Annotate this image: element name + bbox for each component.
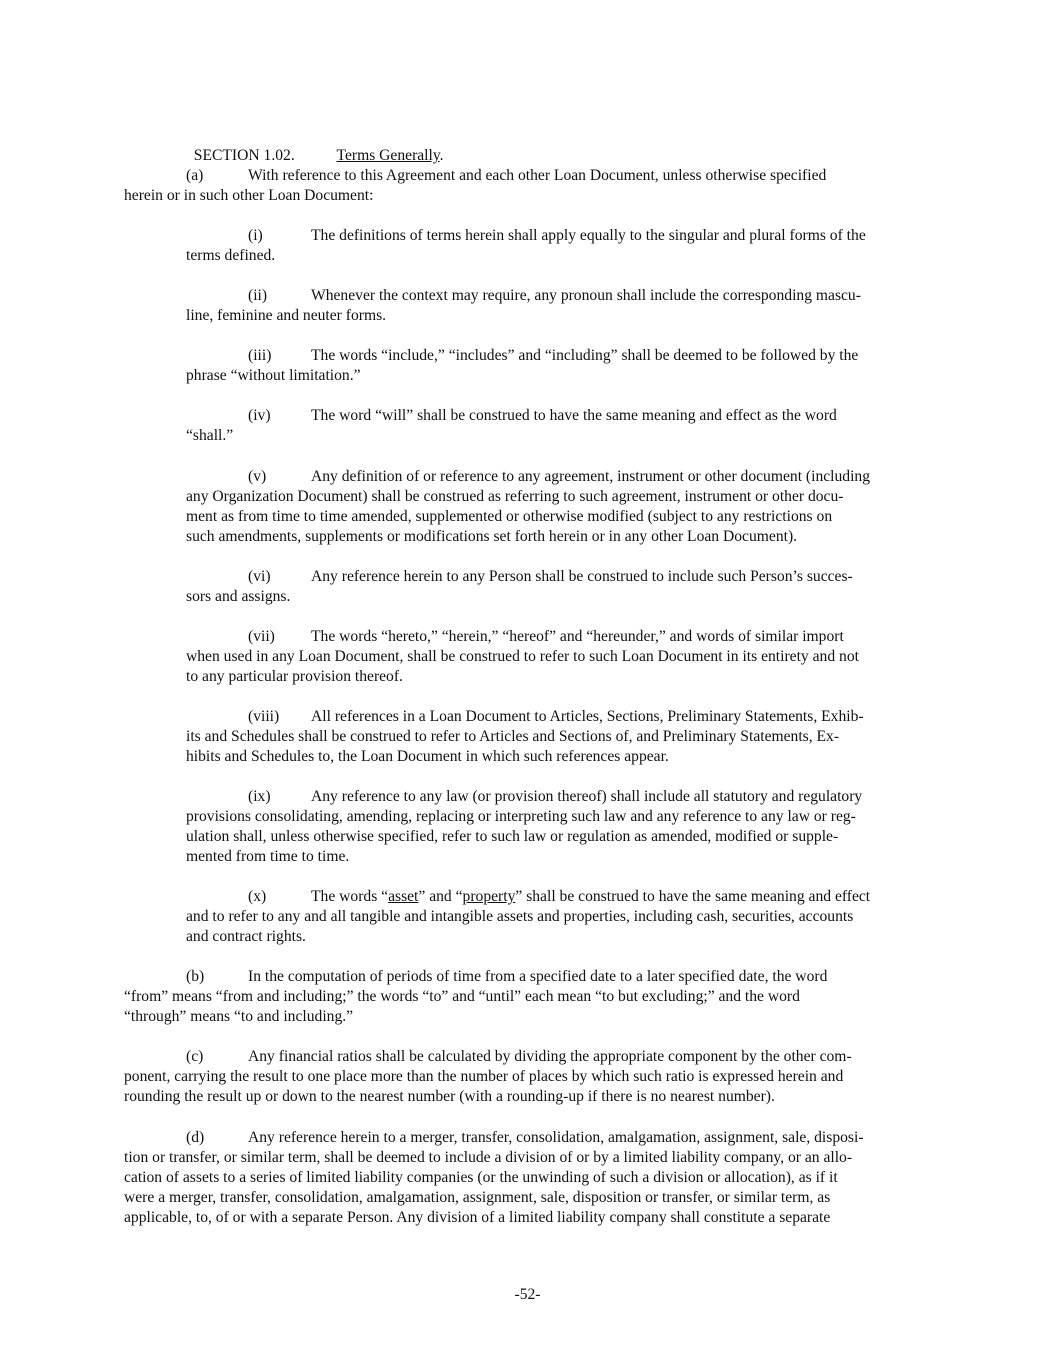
item-v-number: (v) xyxy=(248,468,267,485)
clause-d-line-2: tion or transfer, or similar term, shall be deemed to include a division of or by a limited liability company, or an allo- xyxy=(124,1149,853,1166)
section-label: SECTION 1.02. xyxy=(193,147,295,164)
item-i-number: (i) xyxy=(248,227,263,244)
item-ix-number: (ix) xyxy=(248,788,271,805)
clause-b-line-1: In the computation of periods of time from a specified date to a later specified date, the word xyxy=(248,968,828,985)
item-x-line-2: and to refer to any and all tangible and intangible assets and properties, including cash, securities, accounts xyxy=(186,908,854,925)
item-iv-line-1: The word “will” shall be construed to have the same meaning and effect as the word xyxy=(311,407,837,424)
item-v-line-1: Any definition of or reference to any agreement, instrument or other document (including xyxy=(311,468,871,485)
item-vi-line-2: sors and assigns. xyxy=(186,588,291,605)
page-number: -52- xyxy=(514,1286,541,1303)
item-ii-line-2: line, feminine and neuter forms. xyxy=(186,307,387,324)
clause-b-line-3: “through” means “to and including.” xyxy=(124,1008,354,1025)
term-property: property xyxy=(462,888,516,905)
item-vii-line-2: when used in any Loan Document, shall be construed to refer to such Loan Document in its entirety and not xyxy=(186,648,859,665)
item-i-line-2: terms defined. xyxy=(186,247,276,264)
clause-a-number: (a) xyxy=(186,167,204,184)
item-x-text-pre: The words “ xyxy=(311,888,389,905)
clause-d-line-4: were a merger, transfer, consolidation, amalgamation, assignment, sale, disposition or transfer, or similar term, as xyxy=(124,1189,831,1206)
clause-c-number: (c) xyxy=(186,1048,204,1065)
item-ix-line-3: ulation shall, unless otherwise specified, refer to such law or regulation as amended, modified or supple- xyxy=(186,828,839,845)
item-vii-number: (vii) xyxy=(248,628,275,645)
item-viii-number: (viii) xyxy=(248,708,280,725)
item-ii-number: (ii) xyxy=(248,287,268,304)
item-vi-number: (vi) xyxy=(248,568,271,585)
clause-d-line-1: Any reference herein to a merger, transfer, consolidation, amalgamation, assignment, sale, disposi- xyxy=(248,1129,864,1146)
item-ix-line-1: Any reference to any law (or provision thereof) shall include all statutory and regulatory xyxy=(311,788,863,805)
item-x-line-1 xyxy=(311,887,870,907)
item-viii-line-2: its and Schedules shall be construed to refer to Articles and Sections of, and Preliminary Statements, Ex- xyxy=(186,728,840,745)
clause-d-line-3: cation of assets to a series of limited liability companies (or the unwinding of such a division or allocation), as if it xyxy=(124,1169,838,1186)
item-vi-line-1: Any reference herein to any Person shall be construed to include such Person’s succes- xyxy=(311,568,853,585)
item-iii-line-2: phrase “without limitation.” xyxy=(186,367,361,384)
item-v-line-4: such amendments, supplements or modifications set forth herein or in any other Loan Document). xyxy=(186,528,798,545)
item-iii-line-1: The words “include,” “includes” and “including” shall be deemed to be followed by the xyxy=(311,347,859,364)
clause-a-line-1: With reference to this Agreement and each other Loan Document, unless otherwise specified xyxy=(248,167,827,184)
item-x-number: (x) xyxy=(248,888,267,905)
term-asset: asset xyxy=(388,888,419,905)
section-title: Terms Generally xyxy=(336,147,440,164)
clause-b-line-2: “from” means “from and including;” the words “to” and “until” each mean “to but excluding;” and the word xyxy=(124,988,800,1005)
item-iii-number: (iii) xyxy=(248,347,272,364)
clause-d-line-5: applicable, to, of or with a separate Person. Any division of a limited liability company shall constitute a separate xyxy=(124,1209,831,1226)
item-x-text-post: ” shall be construed to have the same meaning and effect xyxy=(515,888,871,905)
item-v-line-2: any Organization Document) shall be construed as referring to such agreement, instrument or other docu- xyxy=(186,488,844,505)
item-v-line-3: ment as from time to time amended, supplemented or otherwise modified (subject to any restrictions on xyxy=(186,508,833,525)
item-ix-line-2: provisions consolidating, amending, replacing or interpreting such law and any reference to any law or reg- xyxy=(186,808,856,825)
clause-b-number: (b) xyxy=(186,968,205,985)
item-ix-line-4: mented from time to time. xyxy=(186,848,350,865)
item-i-line-1: The definitions of terms herein shall apply equally to the singular and plural forms of the xyxy=(311,227,866,244)
clause-c-line-2: ponent, carrying the result to one place more than the number of places by which such ratio is expressed herein and xyxy=(124,1068,844,1085)
item-vii-line-3: to any particular provision thereof. xyxy=(186,668,403,685)
clause-a-line-2: herein or in such other Loan Document: xyxy=(124,187,374,204)
item-viii-line-1: All references in a Loan Document to Articles, Sections, Preliminary Statements, Exhib- xyxy=(311,708,864,725)
item-iv-line-2: “shall.” xyxy=(186,427,234,444)
item-vii-line-1: The words “hereto,” “herein,” “hereof” and “hereunder,” and words of similar import xyxy=(311,628,844,645)
section-title-period: . xyxy=(439,147,444,164)
section-heading xyxy=(186,126,295,166)
item-ii-line-1: Whenever the context may require, any pronoun shall include the corresponding mascu- xyxy=(311,287,861,304)
item-iv-number: (iv) xyxy=(248,407,271,424)
clause-c-line-1: Any financial ratios shall be calculated by dividing the appropriate component by the other com- xyxy=(248,1048,852,1065)
clause-c-line-3: rounding the result up or down to the nearest number (with a rounding-up if there is no nearest number). xyxy=(124,1088,775,1105)
item-viii-line-3: hibits and Schedules to, the Loan Document in which such references appear. xyxy=(186,748,669,765)
section-title-line xyxy=(329,126,444,166)
item-x-line-3: and contract rights. xyxy=(186,928,306,945)
clause-d-number: (d) xyxy=(186,1129,205,1146)
item-x-text-mid: ” and “ xyxy=(418,888,463,905)
